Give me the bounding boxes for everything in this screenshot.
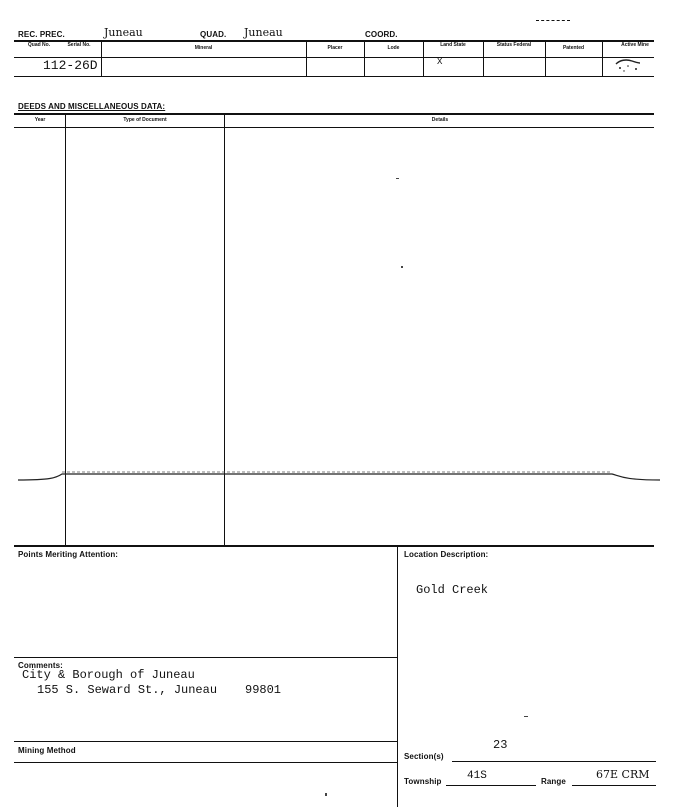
- deeds-top-line: [14, 113, 654, 115]
- ink-smudge-mark: [614, 54, 642, 74]
- col-quad-no: Quad No.: [27, 42, 51, 48]
- township-value: 41S: [467, 770, 487, 782]
- record-table-bottom-line: [14, 76, 654, 77]
- col-details: Details: [431, 117, 449, 123]
- coord-label: COORD.: [365, 30, 398, 39]
- location-description-label: Location Description:: [404, 550, 489, 559]
- col-status-federal: Status Federal: [496, 42, 532, 48]
- record-table-header-line: [14, 57, 654, 58]
- col-land-state: Land State: [440, 42, 466, 48]
- scan-speck: [396, 178, 399, 179]
- rec-prec-label: REC. PREC.: [18, 30, 65, 39]
- comments-zip: 99801: [245, 683, 282, 697]
- deeds-header-line: [14, 127, 654, 128]
- col-patented: Patented: [562, 45, 585, 51]
- location-description-value: Gold Creek: [416, 583, 489, 597]
- range-label: Range: [541, 777, 566, 786]
- scan-speck: [325, 793, 327, 796]
- deeds-section-title: DEEDS AND MISCELLANEOUS DATA:: [18, 102, 166, 111]
- section-underline: [452, 761, 656, 762]
- section-value: 23: [493, 738, 508, 752]
- quad-label: QUAD.: [200, 30, 227, 39]
- mining-method-bottom-line: [14, 762, 397, 763]
- col-active-mine: Active Mine: [621, 42, 649, 48]
- record-divider-land: [423, 41, 424, 76]
- record-table-top-line: [14, 40, 654, 42]
- scan-speck: [401, 266, 403, 268]
- range-underline: [572, 785, 656, 786]
- comments-top-line: [14, 657, 397, 658]
- record-divider-active: [602, 41, 603, 76]
- scan-speck: [524, 716, 528, 717]
- col-serial-no: Serial No.: [67, 42, 91, 48]
- land-state-value: X: [437, 57, 443, 67]
- mining-method-label: Mining Method: [18, 746, 76, 755]
- mining-method-top-line: [14, 741, 397, 742]
- col-year: Year: [34, 117, 46, 123]
- col-mineral: Mineral: [194, 45, 213, 51]
- lower-section-divider: [397, 545, 398, 807]
- lower-section-top-line: [14, 545, 654, 547]
- col-document-type: Type of Document: [123, 117, 167, 123]
- col-lode: Lode: [387, 45, 400, 51]
- quad-serial-value: 112-26D: [43, 58, 98, 73]
- comments-line-2: 155 S. Seward St., Juneau: [37, 683, 218, 697]
- township-underline: [446, 785, 536, 786]
- range-value: 67E CRM: [596, 768, 650, 781]
- quad-value: Juneau: [244, 26, 283, 39]
- rec-prec-value: Juneau: [104, 26, 143, 39]
- comments-label: Comments:: [18, 661, 63, 670]
- points-meriting-attention-label: Points Meriting Attention:: [18, 550, 119, 559]
- township-label: Township: [404, 777, 442, 786]
- header-top-dash: [536, 20, 570, 21]
- comments-line-1: City & Borough of Juneau: [22, 668, 195, 682]
- page-fold-line: [0, 468, 678, 492]
- section-label: Section(s): [404, 752, 444, 761]
- record-divider-status: [483, 41, 484, 76]
- col-placer: Placer: [327, 45, 343, 51]
